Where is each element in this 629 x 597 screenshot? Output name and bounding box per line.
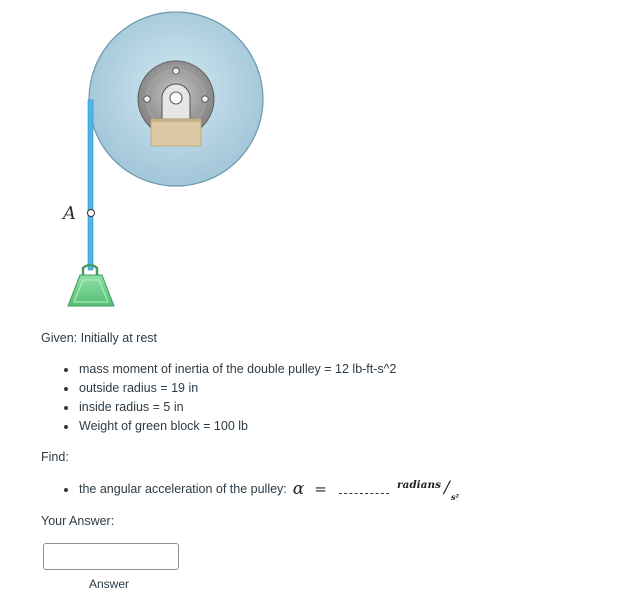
given-heading: Given: Initially at rest: [41, 331, 158, 345]
given-list: [62, 360, 397, 436]
unit-denominator: s²: [451, 492, 460, 502]
alpha-symbol: α: [292, 479, 305, 499]
point-a-marker: [88, 210, 95, 217]
unit-slash: /: [444, 478, 450, 498]
rope: [88, 100, 93, 270]
axle-pin: [170, 92, 182, 104]
find-item: [62, 480, 389, 499]
bearing-block: [151, 119, 201, 146]
find-item-text: the angular acceleration of the pulley:: [79, 482, 287, 496]
bolt-left: [144, 96, 150, 102]
pulley-diagram: [0, 0, 300, 320]
point-a-label: A: [63, 203, 76, 224]
bolt-right: [202, 96, 208, 102]
answer-label: Answer: [89, 577, 130, 591]
bolt-top: [173, 68, 179, 74]
given-item-inertia: mass moment of inertia of the double pulley = 12 lb-ft-s^2: [62, 360, 397, 379]
answer-input[interactable]: [43, 543, 179, 570]
pulley-figure: [0, 0, 300, 320]
find-heading: Find:: [41, 450, 69, 464]
given-item-outside-radius: outside radius = 19 in: [62, 379, 397, 398]
bearing-block-edge: [151, 119, 201, 122]
unit-numerator: radians: [397, 479, 442, 491]
your-answer-heading: Your Answer:: [41, 514, 115, 528]
find-list: [62, 480, 389, 499]
equals-sign: =: [314, 480, 327, 498]
given-item-inside-radius: inside radius = 5 in: [62, 398, 397, 417]
answer-blank: [339, 485, 389, 494]
given-item-block-weight: Weight of green block = 100 lb: [62, 417, 397, 436]
